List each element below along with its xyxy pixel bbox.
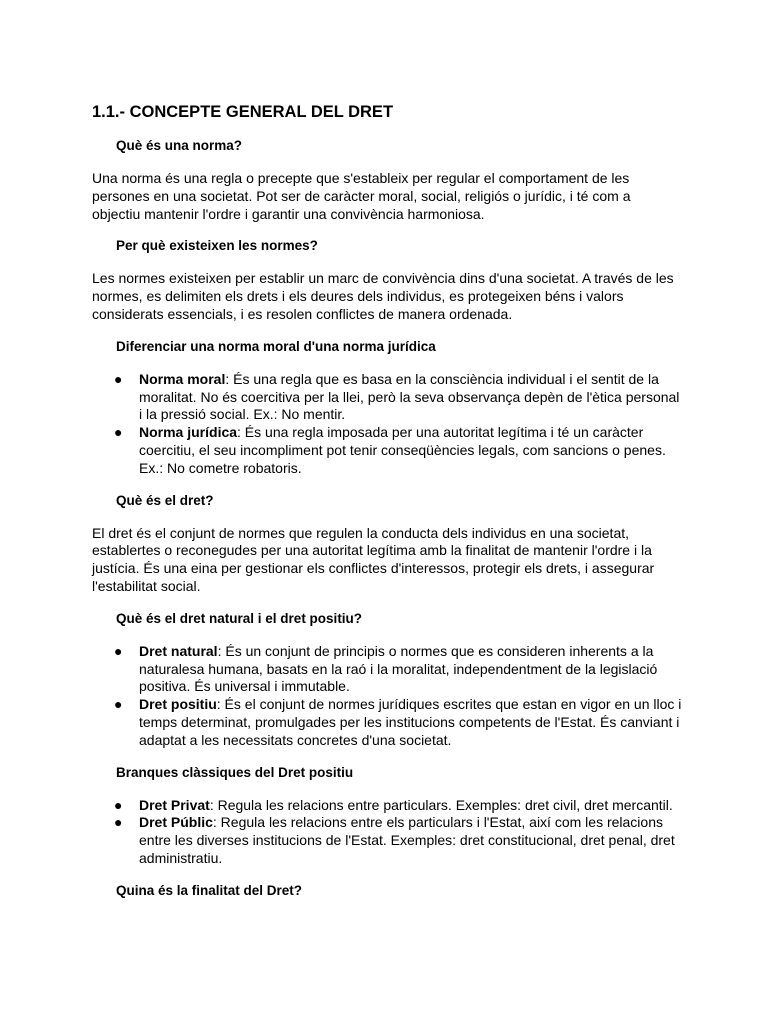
bullet-icon: ● [114, 642, 123, 659]
list-item-text: : És una regla imposada per una autoritat legítima i té un caràcter coercitiu, el seu incompliment pot tenir conseqüències legals, com sancions o penes. Ex.: No cometre robatoris. [139, 424, 666, 476]
section-heading: Per què existeixen les normes? [116, 238, 318, 254]
list-item-term: Dret Privat [139, 796, 210, 813]
section-heading: Branques clàssiques del Dret positiu [116, 764, 354, 780]
bullet-icon: ● [114, 814, 123, 831]
bullet-list [92, 643, 682, 750]
bullet-list [92, 371, 682, 478]
list-item [92, 424, 682, 477]
section-heading: Què és el dret natural i el dret positiu? [116, 610, 363, 626]
list-item-text: : És un conjunt de principis o normes que es consideren inherents a la naturalesa humana, basats en la raó i la moralitat, independentment de la legislació positiva. És universal i immutable. [139, 642, 658, 695]
document-page [92, 101, 682, 915]
list-item-term: Dret natural [139, 642, 218, 659]
section-paragraph: El dret és el conjunt de normes que regulen la conducta dels individus en una societat, establertes o reconegudes per una autoritat legítima amb la finalitat de mantenir l'ordre i la justícia. És una eina per gestionar els conflictes d'interessos, protegir els drets, i assegurar l'estabilitat social. [92, 524, 655, 594]
bullet-icon: ● [114, 796, 123, 813]
bullet-icon: ● [114, 370, 123, 387]
list-item-term: Dret Públic [139, 814, 213, 831]
list-item [92, 696, 682, 749]
bullet-icon: ● [114, 696, 123, 713]
list-item-text: : Regula les relacions entre els particulars i l'Estat, així com les relacions entre les diverses institucions de l'Estat. Exemples: dret constitucional, dret penal, dret administratiu. [139, 814, 675, 866]
section-paragraph: Les normes existeixen per establir un marc de convivència dins d'una societat. A través de les normes, es delimiten els drets i els deures dels individus, es protegeixen béns i valors considerats essencials, i es resolen conflictes de manera ordenada. [92, 270, 674, 322]
list-item-term: Norma jurídica [139, 424, 238, 441]
bullet-list [92, 797, 682, 868]
section-heading: Quina és la finalitat del Dret? [116, 882, 303, 898]
list-item [92, 643, 682, 696]
list-item-term: Norma moral [139, 370, 226, 387]
list-item [92, 814, 682, 867]
list-item-text: : És una regla que es basa en la consciència individual i el sentit de la moralitat. No és coercitiva per la llei, però la seva observança depèn de l'ètica personal i la pressió social. Ex.: No mentir. [139, 370, 680, 423]
list-item-text: : Regula les relacions entre particulars. Exemples: dret civil, dret mercantil. [209, 796, 673, 813]
section-heading: Què és el dret? [116, 492, 214, 508]
section-paragraph: Una norma és una regla o precepte que s'estableix per regular el comportament de les persones en una societat. Pot ser de caràcter moral, social, religiós o jurídic, i té com a objectiu mantenir l'ordre i garantir una convivència harmoniosa. [92, 170, 631, 222]
section-heading: Diferenciar una norma moral d'una norma jurídica [116, 338, 436, 354]
bullet-icon: ● [114, 424, 123, 441]
list-item-term: Dret positiu [139, 696, 217, 713]
list-item [92, 797, 682, 815]
list-item-text: : És el conjunt de normes jurídiques escrites que estan en vigor en un lloc i temps determinat, promulgades per les institucions competents de l'Estat. És canviant i adaptat a les necessitats concretes d'una societat. [139, 696, 682, 748]
section-heading: Què és una norma? [116, 138, 243, 153]
document-title: 1.1.- CONCEPTE GENERAL DEL DRET [92, 103, 394, 121]
list-item [92, 371, 682, 424]
